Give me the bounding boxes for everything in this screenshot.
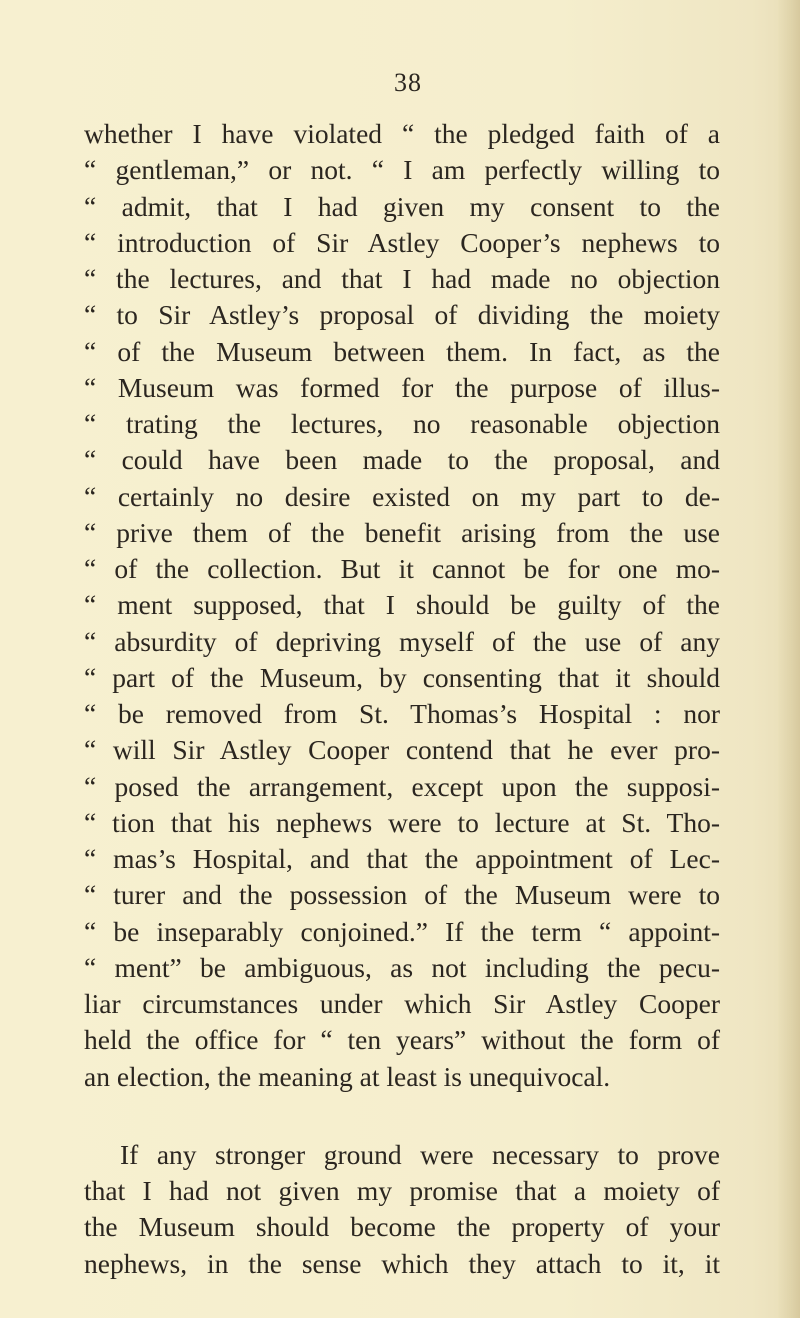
body-text <box>84 116 720 1282</box>
text-line: “ turer and the possession of the Museum were to <box>84 879 720 911</box>
text-line: “ will Sir Astley Cooper contend that he ever pro- <box>84 734 720 766</box>
text-line: “ the lectures, and that I had made no objection <box>84 263 720 294</box>
text-line: “ be inseparably conjoined.” If the term “ appoint- <box>84 915 720 947</box>
text-line: “ certainly no desire existed on my part to de- <box>84 480 720 512</box>
text-line: “ mas’s Hospital, and that the appointment of Lec- <box>84 843 720 874</box>
text-line: “ prive them of the benefit arising from the use <box>84 516 720 548</box>
text-line: “ absurdity of depriving myself of the use of any <box>84 625 720 657</box>
text-line: liar circumstances under which Sir Astley Cooper <box>84 988 720 1019</box>
page-edge-shadow <box>778 0 800 1318</box>
text-line: the Museum should become the property of your <box>84 1211 720 1243</box>
paragraph-spacer <box>84 1095 720 1137</box>
text-line: “ introduction of Sir Astley Cooper’s nephews to <box>84 226 720 258</box>
paragraph-1 <box>84 116 720 1095</box>
text-line: whether I have violated “ the pledged faith of a <box>84 118 720 149</box>
text-line: nephews, in the sense which they attach to it, it <box>84 1247 720 1279</box>
text-line: “ ment” be ambiguous, as not including the pecu- <box>84 951 720 983</box>
text-line: “ of the collection. But it cannot be for one mo- <box>84 553 720 584</box>
text-line: “ part of the Museum, by consenting that it should <box>84 661 720 693</box>
text-line: “ to Sir Astley’s proposal of dividing the moiety <box>84 299 720 331</box>
text-line: “ posed the arrangement, except upon the supposi- <box>84 770 720 802</box>
text-line: an election, the meaning at least is unequivocal. <box>84 1060 611 1092</box>
text-line: “ tion that his nephews were to lecture at St. Tho- <box>84 806 720 838</box>
page-number: 38 <box>394 68 422 97</box>
text-line: “ Museum was formed for the purpose of illus- <box>84 371 720 403</box>
text-line: “ could have been made to the proposal, and <box>84 444 720 476</box>
text-line: “ of the Museum between them. In fact, as the <box>84 335 720 367</box>
text-line: “ be removed from St. Thomas’s Hospital : nor <box>84 698 720 729</box>
paragraph-2 <box>84 1137 720 1282</box>
text-line: held the office for “ ten years” without the form of <box>84 1024 720 1056</box>
text-line: that I had not given my promise that a moiety of <box>84 1175 720 1206</box>
text-line: “ trating the lectures, no reasonable objection <box>84 408 720 439</box>
text-line: If any stronger ground were necessary to prove <box>120 1138 720 1170</box>
text-line: “ ment supposed, that I should be guilty of the <box>84 589 720 621</box>
text-line: “ gentleman,” or not. “ I am perfectly willing to <box>84 154 720 186</box>
text-line: “ admit, that I had given my consent to the <box>84 190 720 222</box>
